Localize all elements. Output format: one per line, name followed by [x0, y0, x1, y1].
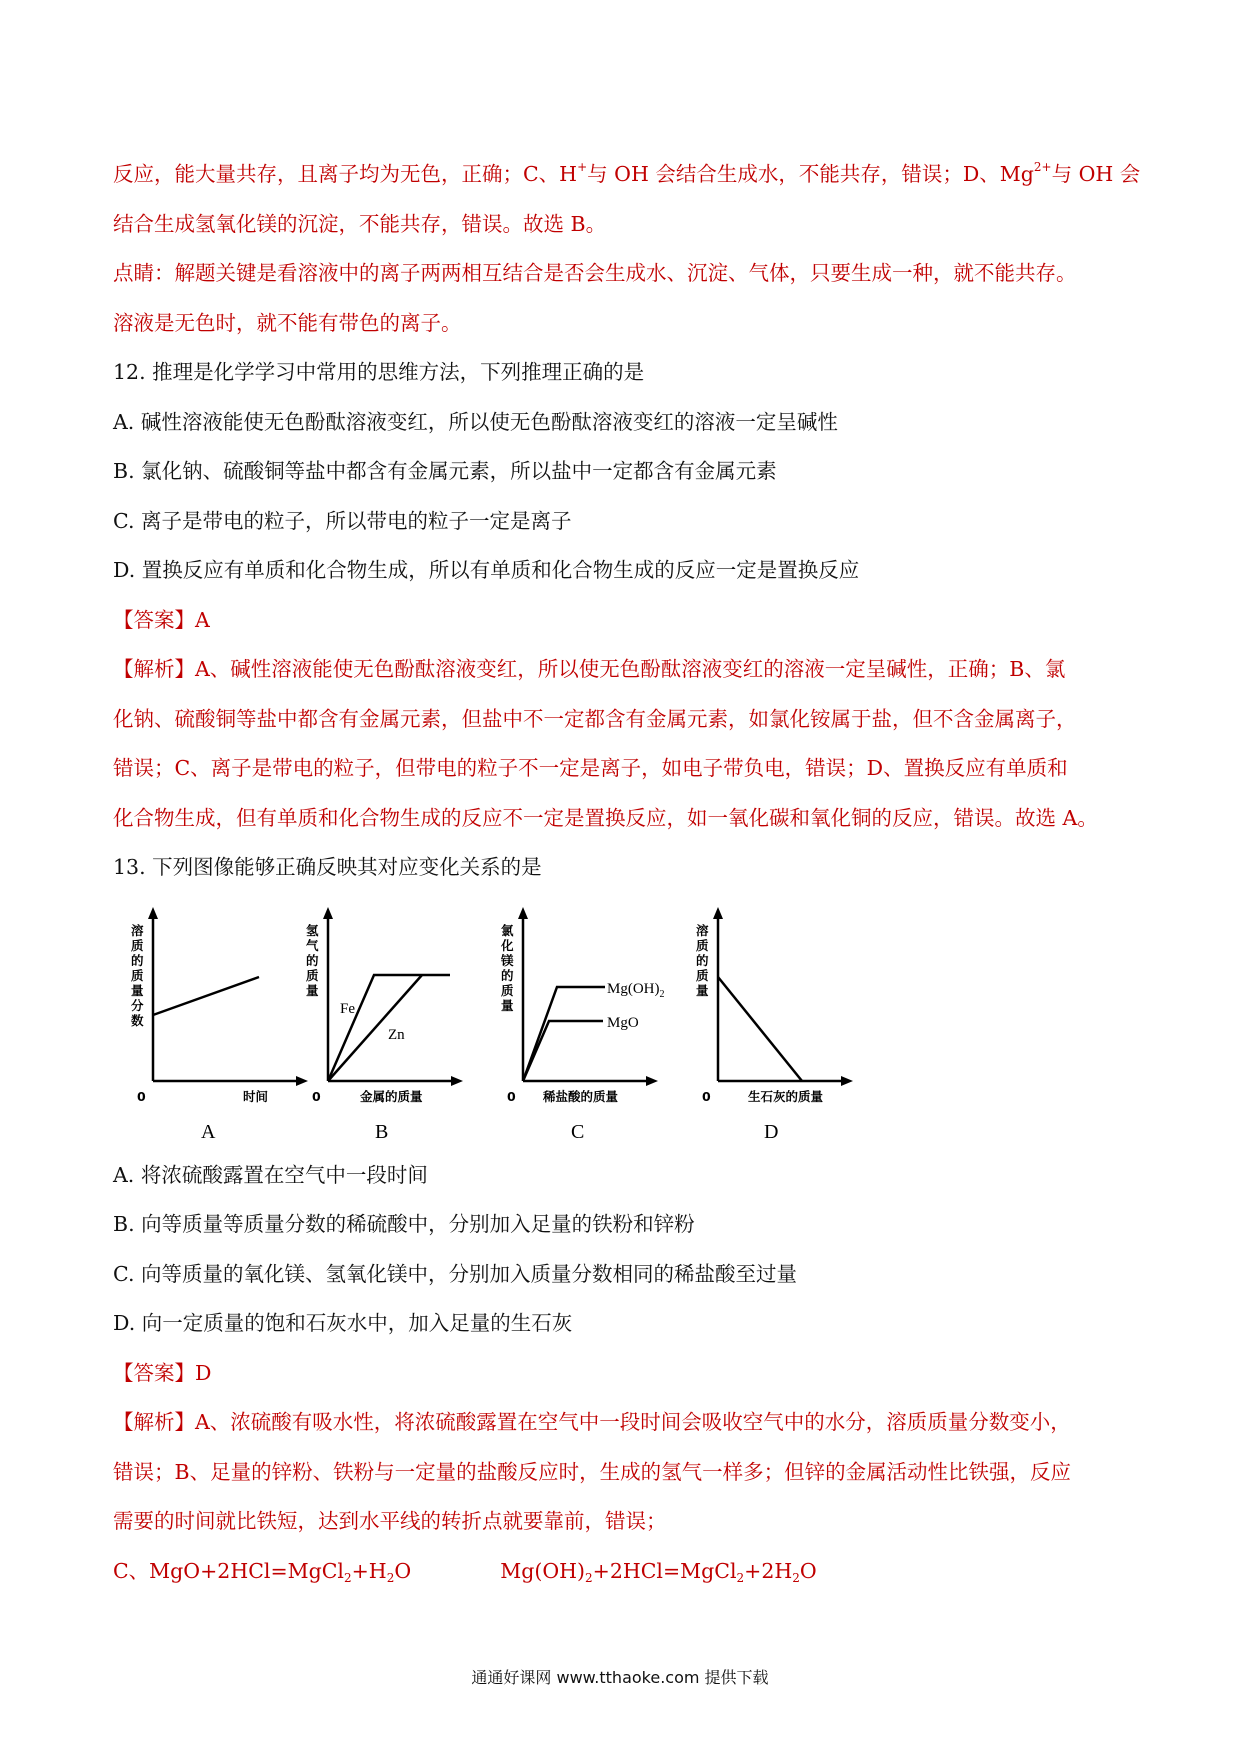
figure-c-series-mgo: MgO	[607, 1014, 639, 1031]
figure-c-origin: 0	[507, 1088, 516, 1104]
figure-b-origin: 0	[312, 1088, 321, 1104]
figure-c-graph	[483, 901, 703, 1151]
question-13-analysis-2: 错误；B、足量的锌粉、铁粉与一定量的盐酸反应时，生成的氢气一样多；但锌的金属活动性比铁强，反应	[113, 1459, 1072, 1484]
figure-b-ylabel: 氢气的质量	[306, 922, 319, 998]
question-12-option-c: C. 离子是带电的粒子，所以带电的粒子一定是离子	[113, 508, 572, 533]
figure-d	[678, 901, 878, 1155]
question-13-answer: 【答案】D	[113, 1360, 212, 1385]
question-13-option-b: B. 向等质量等质量分数的稀硫酸中，分别加入足量的铁粉和锌粉	[113, 1212, 695, 1236]
figure-a-xlabel: 时间	[243, 1088, 269, 1104]
figure-c	[483, 901, 703, 1155]
figure-d-origin: 0	[702, 1088, 711, 1104]
question-12-option-d: D. 置换反应有单质和化合物生成，所以有单质和化合物生成的反应一定是置换反应	[113, 558, 860, 582]
page-footer: 通通好课网 www.tthaoke.com 提供下载	[471, 1668, 769, 1687]
figure-b-xlabel: 金属的质量	[360, 1088, 423, 1104]
figure-d-xlabel: 生石灰的质量	[748, 1088, 824, 1104]
figure-c-xlabel: 稀盐酸的质量	[543, 1088, 619, 1104]
figure-c-ylabel: 氯化镁的质量	[501, 922, 514, 1013]
question-12-answer: 【答案】A	[113, 607, 210, 632]
question-12-analysis-1: 【解析】A、碱性溶液能使无色酚酞溶液变红，所以使无色酚酞溶液变红的溶液一定呈碱性，正确；B、氯	[113, 657, 1066, 681]
question-13-stem: 13. 下列图像能够正确反映其对应变化关系的是	[113, 855, 542, 879]
figure-b-caption: B	[375, 1120, 389, 1143]
document-page	[113, 150, 1141, 1596]
intro-line-1: 反应，能大量共存，且离子均为无色，正确；C、H+与 OH 会结合生成水，不能共存，错误；D、$Mg^{2+}$与 OH 会	[113, 160, 1141, 186]
question-12-stem: 12. 推理是化学学习中常用的思维方法，下列推理正确的是	[113, 360, 645, 384]
question-13-analysis-1: 【解析】A、浓硫酸有吸水性，将浓硫酸露置在空气中一段时间会吸收空气中的水分，溶质质量分数变小，	[113, 1410, 1071, 1434]
figure-b-series-fe: Fe	[340, 1000, 355, 1017]
figure-a-origin: 0	[137, 1088, 146, 1104]
figure-b-series-zn: Zn	[388, 1026, 405, 1043]
figure-c-caption: C	[571, 1120, 585, 1143]
question-13-analysis-3: 需要的时间就比铁短，达到水平线的转折点就要靠前，错误；	[113, 1509, 667, 1533]
question-13-option-c: C. 向等质量的氧化镁、氢氧化镁中，分别加入质量分数相同的稀盐酸至过量	[113, 1261, 797, 1286]
figure-d-ylabel: 溶质的质量	[696, 922, 709, 998]
tip-line-2: 溶液是无色时，就不能有带色的离子。	[113, 310, 462, 335]
question-12-option-a: A. 碱性溶液能使无色酚酞溶液变红，所以使无色酚酞溶液变红的溶液一定呈碱性	[113, 409, 838, 434]
question-12-analysis-2: 化钠、硫酸铜等盐中都含有金属元素，但盐中不一定都含有金属元素，如氯化铵属于盐，但不含金属离子，	[113, 706, 1077, 731]
question-13-option-a: A. 将浓硫酸露置在空气中一段时间	[113, 1162, 428, 1187]
question-12-analysis-4: 化合物生成，但有单质和化合物生成的反应不一定是置换反应，如一氧化碳和氧化铜的反应，错误。故选 A。	[113, 805, 1098, 830]
figure-a	[113, 901, 313, 1155]
figure-a-ylabel: 溶质的质量分数	[131, 922, 144, 1028]
equation-mgoh2: $Mg(OH)_2+2HCl=MgCl_2+2H_2O$	[500, 1558, 817, 1585]
figure-d-caption: D	[764, 1120, 779, 1143]
question-13-option-d: D. 向一定质量的饱和石灰水中，加入足量的生石灰	[113, 1311, 573, 1335]
figure-c-series-mgoh2: $Mg(OH)_2$	[607, 980, 665, 1000]
tip-line-1: 点睛：解题关键是看溶液中的离子两两相互结合是否会生成水、沉淀、气体，只要生成一种，就不能共存。	[113, 261, 1077, 285]
equation-mgo: C、$MgO+2HCl=MgCl_2+H_2O$	[113, 1558, 412, 1585]
question-12-analysis-3: 错误；C、离子是带电的粒子，但带电的粒子不一定是离子，如电子带负电，错误；D、置换反应有单质和	[113, 756, 1068, 780]
intro-line-2: 结合生成氢氧化镁的沉淀，不能共存，错误。故选 B。	[113, 211, 607, 236]
question-13-figures	[113, 901, 1133, 1151]
figure-a-caption: A	[201, 1120, 216, 1143]
question-12-option-b: B. 氯化钠、硫酸铜等盐中都含有金属元素，所以盐中一定都含有金属元素	[113, 459, 777, 483]
question-13-equations	[113, 1547, 1133, 1597]
figure-b	[288, 901, 488, 1155]
